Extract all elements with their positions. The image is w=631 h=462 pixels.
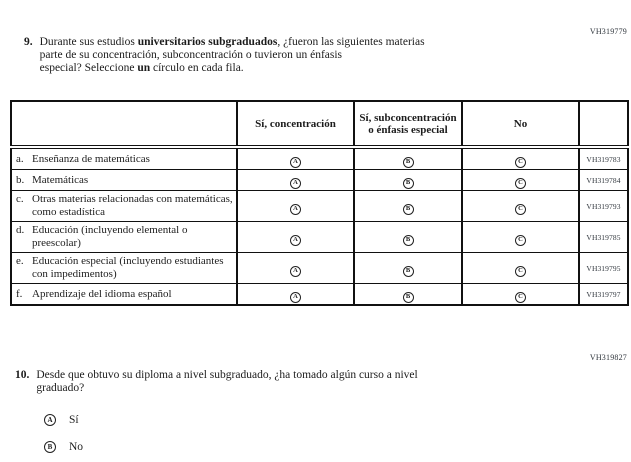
header-no: No <box>462 101 579 147</box>
q10-text-line2: graduado? <box>36 382 85 394</box>
q9-accession-code: VH319779 <box>589 27 627 36</box>
row-f-option-circle-b[interactable]: B <box>403 292 414 303</box>
row-a-option-circle-c[interactable]: C <box>515 157 526 168</box>
header-blank-cell <box>11 101 237 147</box>
row-a-option-circle-a[interactable]: A <box>290 157 301 168</box>
row-b-letter: b. <box>16 173 25 186</box>
row-e-option-circle-b[interactable]: B <box>403 266 414 277</box>
header-si-concentracion: Sí, concentración <box>237 101 354 147</box>
row-a-label: Enseñanza de matemáticas <box>32 152 150 165</box>
table-row-c <box>11 191 628 222</box>
q9-text-bold: un <box>137 62 151 74</box>
header-code-cell <box>579 101 628 147</box>
q10-option-si[interactable] <box>44 414 79 426</box>
row-b-option-circle-a[interactable]: A <box>290 178 301 189</box>
row-d-option-circle-c[interactable]: C <box>515 235 526 246</box>
row-e-label: Educación especial (incluyendo estudiantes con impedimentos) <box>32 255 224 280</box>
row-f-option-circle-a[interactable]: A <box>290 292 301 303</box>
q9-text-bold: universitarios subgraduados <box>137 36 278 48</box>
table-row-d <box>11 222 628 253</box>
row-c-option-circle-c[interactable]: C <box>515 204 526 215</box>
q9-response-table <box>10 100 629 306</box>
question-10 <box>15 369 555 395</box>
q9-text-seg: Durante sus estudios <box>39 36 138 48</box>
row-f-label: Aprendizaje del idioma español <box>32 287 172 300</box>
row-b-option-circle-c[interactable]: C <box>515 178 526 189</box>
q10-text-line1: Desde que obtuvo su diploma a nivel subgraduado, ¿ha tomado algún curso a nivel <box>36 369 418 381</box>
q9-text-seg: especial? Seleccione <box>39 62 138 74</box>
row-e-code: VH319795 <box>579 253 628 284</box>
row-a-letter: a. <box>16 152 24 165</box>
row-e-option-circle-a[interactable]: A <box>290 266 301 277</box>
question-9 <box>24 36 524 75</box>
q10-option-no-label: No <box>69 441 84 453</box>
row-e-option-circle-c[interactable]: C <box>515 266 526 277</box>
table-row-e <box>11 253 628 284</box>
q9-text-seg: círculo en cada fila. <box>150 62 244 74</box>
row-a-code: VH319783 <box>579 147 628 170</box>
question-9-number: 9. <box>24 36 33 48</box>
q9-text-seg: , ¿fueron las siguientes materias <box>277 36 425 48</box>
q10-option-si-label: Sí <box>69 414 79 426</box>
row-f-code: VH319797 <box>579 284 628 306</box>
table-row-a <box>11 147 628 170</box>
row-c-letter: c. <box>16 193 24 205</box>
row-c-code: VH319793 <box>579 191 628 222</box>
row-d-code: VH319785 <box>579 222 628 253</box>
row-d-label: Educación (incluyendo elemental o preescolar) <box>32 224 188 249</box>
row-c-label: Otras materias relacionadas con matemáticas, como estadística <box>32 193 233 218</box>
q10-option-no[interactable] <box>44 441 83 453</box>
row-d-option-circle-b[interactable]: B <box>403 235 414 246</box>
row-c-option-circle-b[interactable]: B <box>403 204 414 215</box>
q10-option-circle-a[interactable]: A <box>44 414 56 426</box>
question-10-number: 10. <box>15 369 30 381</box>
q10-option-circle-b[interactable]: B <box>44 441 56 453</box>
q10-accession-code: VH319827 <box>589 353 627 362</box>
header-si-subconcentracion: Sí, subconcentración o énfasis especial <box>354 101 462 147</box>
row-b-option-circle-b[interactable]: B <box>403 178 414 189</box>
row-d-letter: d. <box>16 224 25 236</box>
row-d-option-circle-a[interactable]: A <box>290 235 301 246</box>
row-f-option-circle-c[interactable]: C <box>515 292 526 303</box>
table-row-f <box>11 284 628 306</box>
row-e-letter: e. <box>16 255 24 267</box>
row-b-label: Matemáticas <box>32 173 89 186</box>
row-f-letter: f. <box>16 287 23 300</box>
row-b-code: VH319784 <box>579 170 628 191</box>
row-c-option-circle-a[interactable]: A <box>290 204 301 215</box>
table-header-row <box>11 101 628 147</box>
row-a-option-circle-b[interactable]: B <box>403 157 414 168</box>
question-9-text <box>40 36 425 75</box>
q9-text-seg: parte de su concentración, subconcentración o tuvieron un énfasis <box>39 49 343 61</box>
table-row-b <box>11 170 628 191</box>
